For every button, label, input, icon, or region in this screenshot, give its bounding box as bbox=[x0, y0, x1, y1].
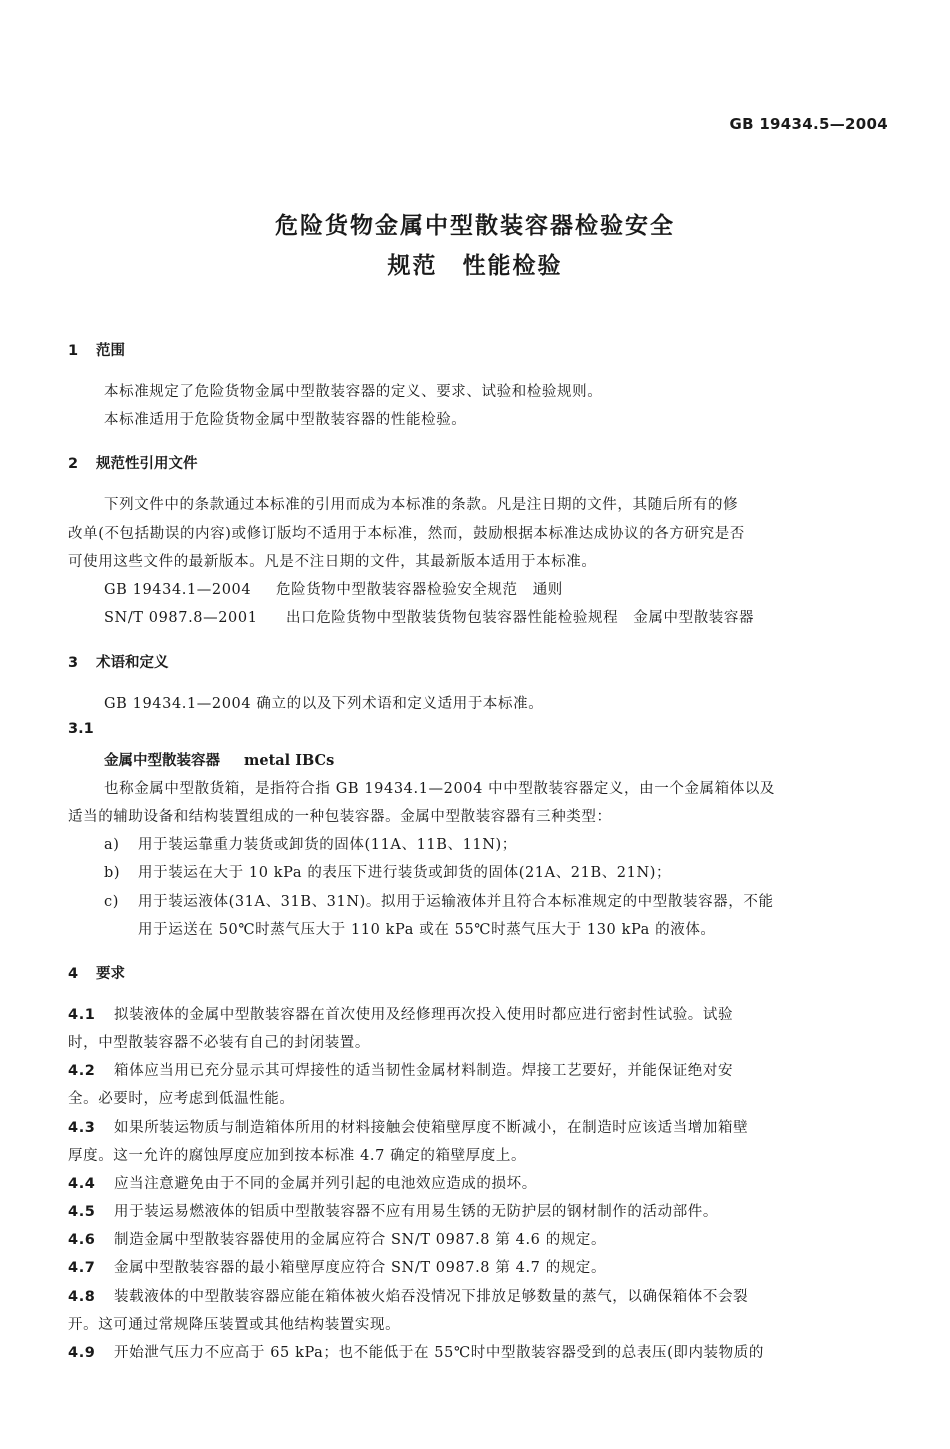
clause-4-4 bbox=[68, 1172, 537, 1193]
section-title: 术语和定义 bbox=[96, 655, 169, 671]
section-4-heading bbox=[68, 962, 125, 983]
paragraph: GB 19434.1—2004 确立的以及下列术语和定义适用于本标准。 bbox=[104, 696, 544, 712]
list-label: a) bbox=[104, 837, 120, 853]
section-number: 3 bbox=[68, 655, 79, 671]
list-text-continued: 用于运送在 50℃时蒸气压大于 110 kPa 或在 55℃时蒸气压大于 130 kPa 的液体。 bbox=[138, 922, 716, 938]
section-number: 4 bbox=[68, 966, 79, 982]
clause-text-continued: 开。这可通过常规降压装置或其他结构装置实现。 bbox=[68, 1317, 401, 1333]
paragraph-line: 改单(不包括勘误的内容)或修订版均不适用于本标准，然而，鼓励根据本标准达成协议的各方研究是否 bbox=[68, 526, 745, 542]
clause-number: 4.1 bbox=[68, 1007, 96, 1023]
clause-number: 4.4 bbox=[68, 1176, 96, 1192]
clause-text: 金属中型散装容器的最小箱壁厚度应符合 SN/T 0987.8 第 4.7 的规定。 bbox=[114, 1260, 607, 1276]
list-text: 用于装运液体(31A、31B、31N)。拟用于运输液体并且符合本标准规定的中型散装容器，不能 bbox=[138, 894, 774, 910]
reference-title: 出口危险货物中型散装货物包装容器性能检验规程 金属中型散装容器 bbox=[286, 610, 755, 626]
list-label: b) bbox=[104, 865, 121, 881]
list-item bbox=[104, 833, 517, 854]
reference-code: GB 19434.1—2004 bbox=[104, 582, 252, 598]
standard-code: GB 19434.5—2004 bbox=[729, 115, 888, 133]
clause-number: 4.7 bbox=[68, 1260, 96, 1276]
section-number: 1 bbox=[68, 343, 79, 359]
clause-4-7 bbox=[68, 1256, 606, 1277]
clause-4-1 bbox=[68, 1003, 733, 1024]
paragraph-line: 适当的辅助设备和结构装置组成的一种包装容器。金属中型散装容器有三种类型： bbox=[68, 809, 612, 825]
list-text: 用于装运靠重力装货或卸货的固体(11A、11B、11N)； bbox=[138, 837, 517, 853]
list-item bbox=[104, 890, 774, 911]
clause-number: 4.2 bbox=[68, 1063, 96, 1079]
section-title: 范围 bbox=[96, 343, 125, 359]
section-title: 规范性引用文件 bbox=[96, 456, 198, 472]
clause-4-8 bbox=[68, 1285, 748, 1306]
reference-item bbox=[104, 606, 754, 627]
clause-number: 4.6 bbox=[68, 1232, 96, 1248]
clause-4-2 bbox=[68, 1059, 733, 1080]
clause-number: 4.8 bbox=[68, 1289, 96, 1305]
clause-text: 应当注意避免由于不同的金属并列引起的电池效应造成的损坏。 bbox=[114, 1176, 537, 1192]
term-chinese: 金属中型散装容器 bbox=[104, 753, 220, 769]
list-text: 用于装运在大于 10 kPa 的表压下进行装货或卸货的固体(21A、21B、21N)； bbox=[138, 865, 672, 881]
clause-text: 拟装液体的金属中型散装容器在首次使用及经修理再次投入使用时都应进行密封性试验。试验 bbox=[114, 1007, 734, 1023]
list-item bbox=[104, 861, 671, 882]
document-title-line2: 规范 性能检验 bbox=[387, 253, 563, 279]
clause-text: 如果所装运物质与制造箱体所用的材料接触会使箱壁厚度不断减小，在制造时应该适当增加箱壁 bbox=[114, 1120, 749, 1136]
section-number: 2 bbox=[68, 456, 79, 472]
clause-4-5 bbox=[68, 1200, 718, 1221]
clause-text: 开始泄气压力不应高于 65 kPa；也不能低于在 55℃时中型散装容器受到的总表压(即内装物质的 bbox=[114, 1345, 764, 1361]
section-title: 要求 bbox=[96, 966, 125, 982]
clause-text: 制造金属中型散装容器使用的金属应符合 SN/T 0987.8 第 4.6 的规定。 bbox=[114, 1232, 607, 1248]
reference-code: SN/T 0987.8—2001 bbox=[104, 610, 258, 626]
clause-4-9 bbox=[68, 1341, 764, 1362]
clause-number: 4.5 bbox=[68, 1204, 96, 1220]
clause-text: 箱体应当用已充分显示其可焊接性的适当韧性金属材料制造。焊接工艺要好，并能保证绝对安 bbox=[114, 1063, 734, 1079]
paragraph-line: 可使用这些文件的最新版本。凡是不注日期的文件，其最新版本适用于本标准。 bbox=[68, 554, 597, 570]
reference-title: 危险货物中型散装容器检验安全规范 通则 bbox=[276, 582, 563, 598]
paragraph: 本标准规定了危险货物金属中型散装容器的定义、要求、试验和检验规则。 bbox=[104, 384, 603, 400]
clause-number: 4.9 bbox=[68, 1345, 96, 1361]
clause-number: 4.3 bbox=[68, 1120, 96, 1136]
clause-4-6 bbox=[68, 1228, 606, 1249]
reference-item bbox=[104, 578, 563, 599]
clause-text: 用于装运易燃液体的铝质中型散装容器不应有用易生锈的无防护层的钢材制作的活动部件。 bbox=[114, 1204, 718, 1220]
clause-text-continued: 厚度。这一允许的腐蚀厚度应加到按本标准 4.7 确定的箱壁厚度上。 bbox=[68, 1148, 527, 1164]
subsection-number: 3.1 bbox=[68, 721, 94, 737]
term-english: metal IBCs bbox=[244, 752, 335, 769]
section-1-heading bbox=[68, 339, 125, 360]
paragraph: 本标准适用于危险货物金属中型散装容器的性能检验。 bbox=[104, 412, 467, 428]
clause-text: 装载液体的中型散装容器应能在箱体被火焰吞没情况下排放足够数量的蒸气，以确保箱体不会裂 bbox=[114, 1289, 749, 1305]
clause-text-continued: 时，中型散装容器不必装有自己的封闭装置。 bbox=[68, 1035, 370, 1051]
clause-4-3 bbox=[68, 1116, 748, 1137]
paragraph-line: 下列文件中的条款通过本标准的引用而成为本标准的条款。凡是注日期的文件，其随后所有的修 bbox=[104, 497, 739, 513]
section-2-heading bbox=[68, 452, 198, 473]
paragraph-line: 也称金属中型散货箱，是指符合指 GB 19434.1—2004 中中型散装容器定义，由一个金属箱体以及 bbox=[104, 781, 776, 797]
document-title-line1: 危险货物金属中型散装容器检验安全 bbox=[275, 213, 675, 239]
clause-text-continued: 全。必要时，应考虑到低温性能。 bbox=[68, 1091, 295, 1107]
list-label: c) bbox=[104, 894, 119, 910]
term-entry bbox=[104, 749, 334, 770]
section-3-heading bbox=[68, 651, 169, 672]
